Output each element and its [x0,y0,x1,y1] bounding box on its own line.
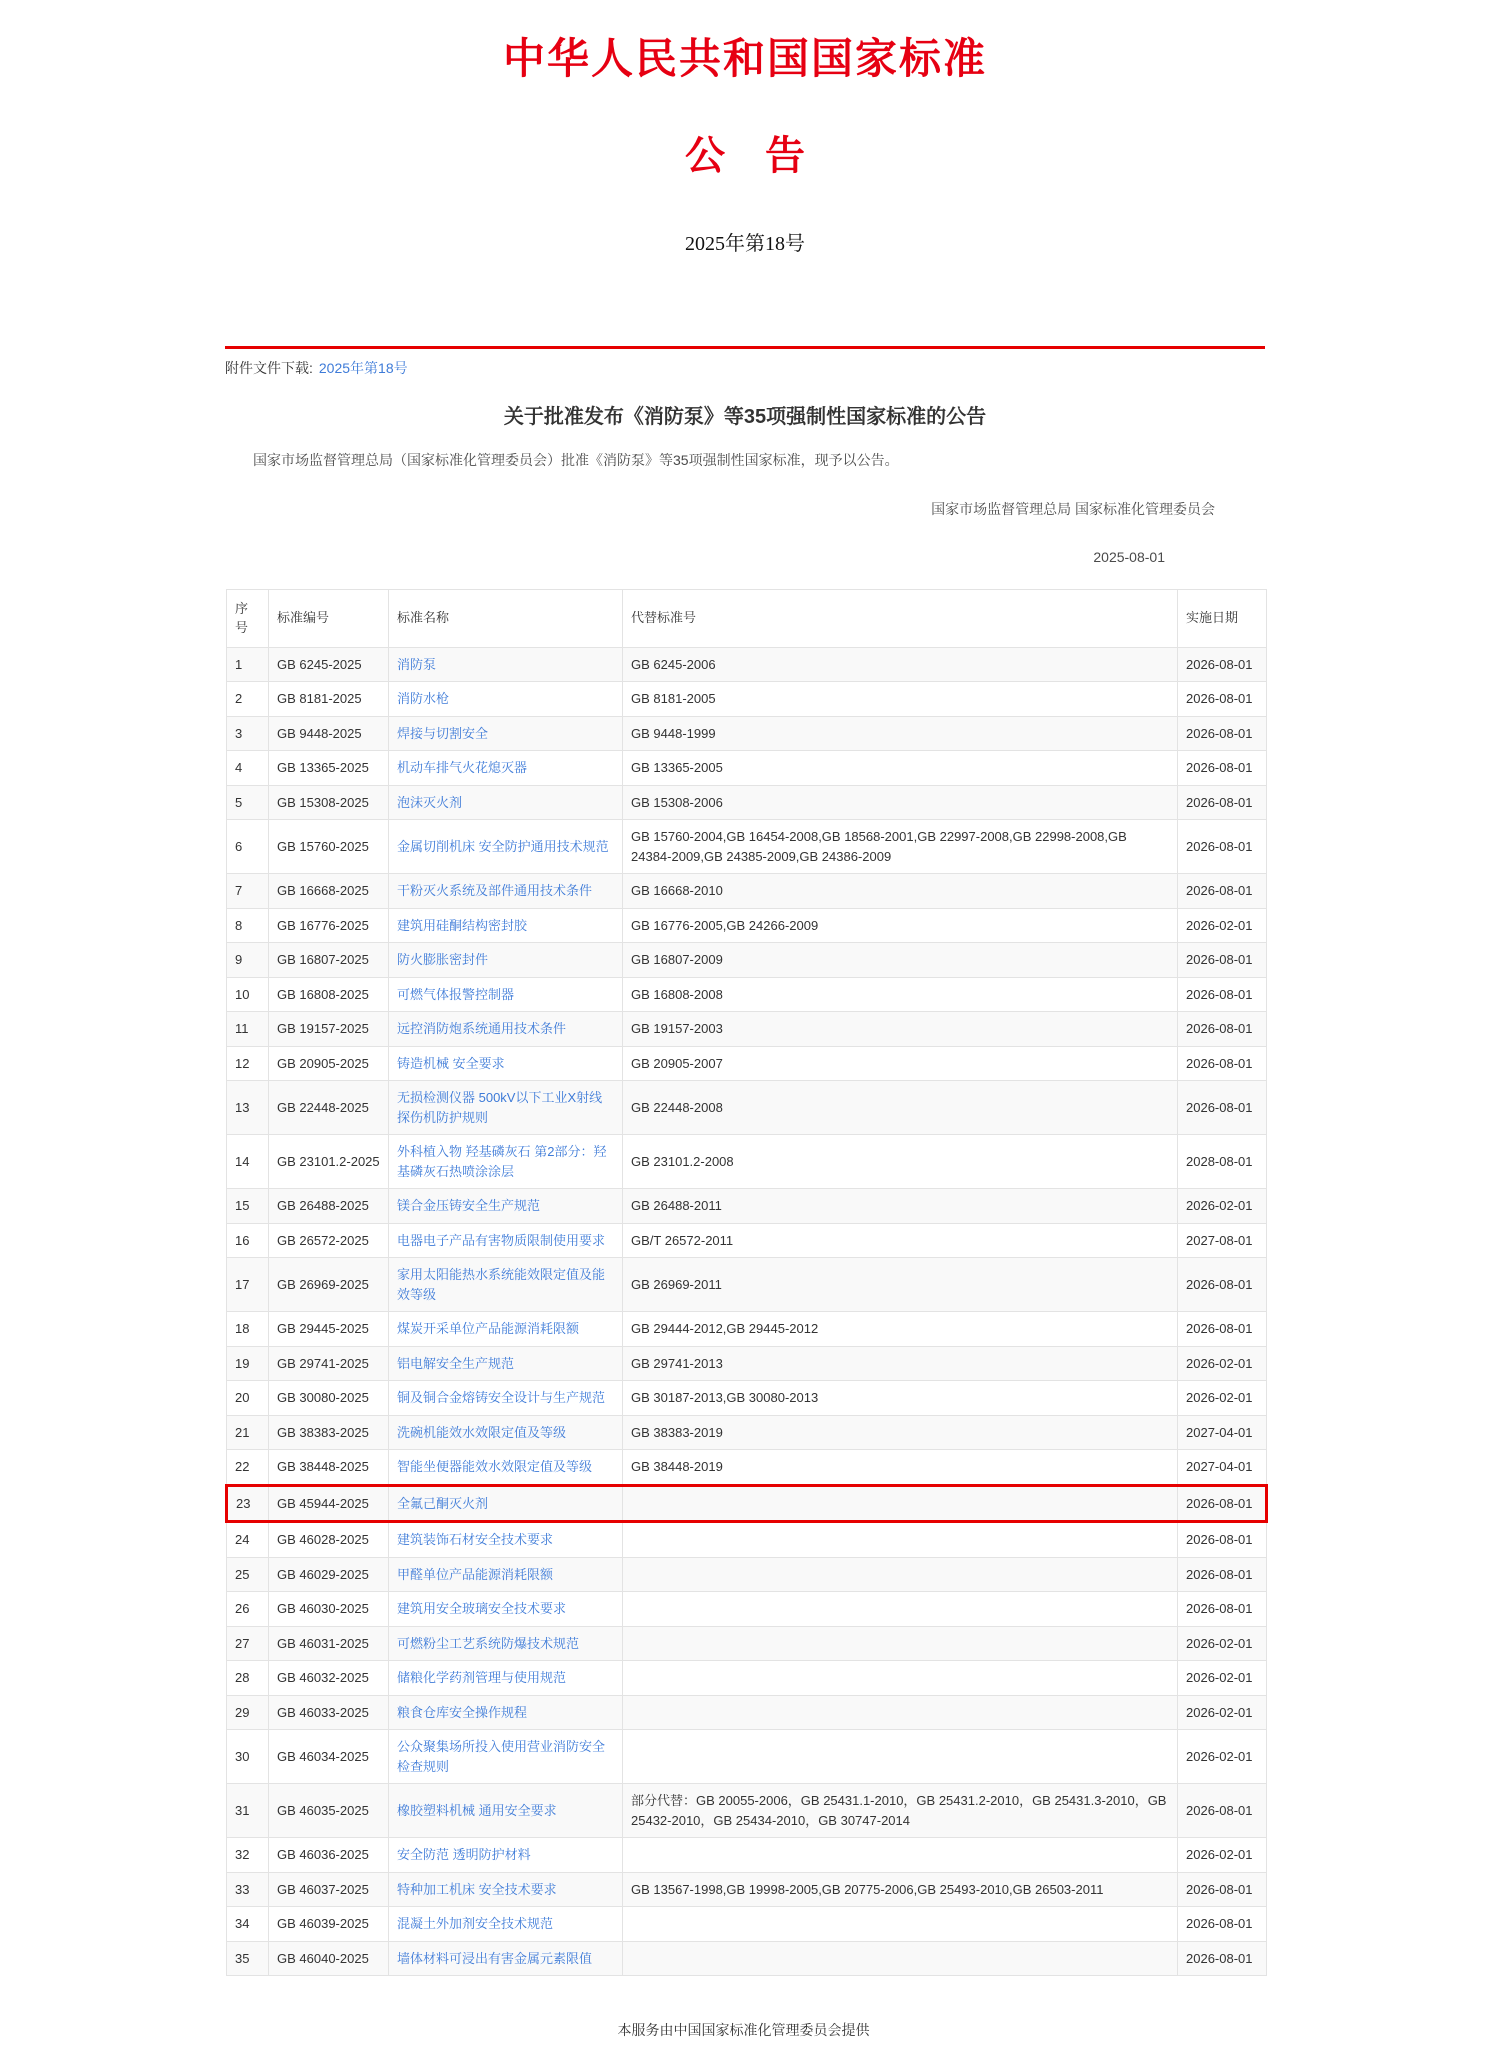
table-row [227,1346,1267,1381]
row-date: 2026-08-01 [1178,1592,1267,1627]
row-code: GB 29445-2025 [269,1312,389,1347]
table-row [227,1557,1267,1592]
row-seq: 20 [227,1381,269,1416]
table-row [227,1907,1267,1942]
row-seq: 25 [227,1557,269,1592]
row-replaced [623,1730,1178,1784]
table-row [227,977,1267,1012]
standard-link[interactable]: 金属切削机床 安全防护通用技术规范 [397,838,609,854]
row-date: 2026-02-01 [1178,1730,1267,1784]
standards-table [225,589,1268,1977]
announcement-body: 国家市场监督管理总局（国家标准化管理委员会）批准《消防泵》等35项强制性国家标准，现予以公告。 [253,452,899,468]
row-replaced: GB 29444-2012,GB 29445-2012 [623,1312,1178,1347]
row-name [389,1346,623,1381]
row-date: 2026-08-01 [1178,1081,1267,1135]
row-date: 2026-08-01 [1178,682,1267,717]
row-date: 2026-08-01 [1178,1907,1267,1942]
row-code: GB 46033-2025 [269,1695,389,1730]
row-seq: 24 [227,1522,269,1558]
row-code: GB 30080-2025 [269,1381,389,1416]
row-seq: 21 [227,1415,269,1450]
page-container [225,0,1265,1976]
row-replaced [623,1557,1178,1592]
row-code: GB 45944-2025 [269,1485,389,1522]
row-date: 2026-02-01 [1178,1695,1267,1730]
row-seq: 34 [227,1907,269,1942]
table-row [227,1941,1267,1976]
row-code: GB 23101.2-2025 [269,1135,389,1189]
row-seq: 16 [227,1223,269,1258]
standard-link[interactable]: 消防泵 [397,656,437,672]
table-row [227,1223,1267,1258]
row-seq: 7 [227,874,269,909]
row-replaced [623,1485,1178,1522]
row-name [389,1415,623,1450]
header-name: 标准名称 [389,589,623,647]
row-date: 2027-08-01 [1178,1223,1267,1258]
row-name [389,1381,623,1416]
row-date: 2026-02-01 [1178,1626,1267,1661]
standard-link[interactable]: 焊接与切割安全 [397,725,489,741]
standard-link[interactable]: 建筑用安全玻璃安全技术要求 [397,1601,567,1617]
row-replaced: GB 23101.2-2008 [623,1135,1178,1189]
standard-link[interactable]: 泡沫灭火剂 [397,794,463,810]
row-name [389,977,623,1012]
row-seq: 10 [227,977,269,1012]
row-replaced: GB 16807-2009 [623,943,1178,978]
row-code: GB 22448-2025 [269,1081,389,1135]
row-seq: 29 [227,1695,269,1730]
row-code: GB 8181-2025 [269,682,389,717]
row-code: GB 38383-2025 [269,1415,389,1450]
header-replaced: 代替标准号 [623,589,1178,647]
row-replaced [623,1592,1178,1627]
row-name [389,751,623,786]
row-code: GB 26969-2025 [269,1258,389,1312]
row-name [389,1838,623,1873]
table-row [227,785,1267,820]
row-name [389,1941,623,1976]
table-row [227,1312,1267,1347]
row-seq: 15 [227,1189,269,1224]
row-replaced: GB 16808-2008 [623,977,1178,1012]
row-name [389,1223,623,1258]
row-name [389,1695,623,1730]
header-code: 标准编号 [269,589,389,647]
table-row [227,1081,1267,1135]
row-date: 2026-02-01 [1178,1381,1267,1416]
row-name [389,1907,623,1942]
table-row [227,1189,1267,1224]
row-name [389,1081,623,1135]
row-date: 2026-08-01 [1178,874,1267,909]
standard-link[interactable]: 消防水枪 [397,691,450,707]
issue-number: 2025年第18号 [685,233,805,255]
table-header-row [227,589,1267,647]
row-date: 2026-08-01 [1178,647,1267,682]
row-date: 2026-08-01 [1178,1941,1267,1976]
standard-link[interactable]: 全氟己酮灭火剂 [397,1495,489,1511]
row-replaced: GB 30187-2013,GB 30080-2013 [623,1381,1178,1416]
row-code: GB 16807-2025 [269,943,389,978]
table-row [227,1381,1267,1416]
row-name [389,1626,623,1661]
table-row [227,647,1267,682]
row-replaced [623,1907,1178,1942]
attachment-download-link[interactable]: 2025年第18号 [318,360,408,376]
row-replaced: GB 26488-2011 [623,1189,1178,1224]
row-date: 2026-08-01 [1178,751,1267,786]
standard-link[interactable]: 机动车排气火花熄灭器 [397,760,528,776]
table-row [227,820,1267,874]
row-date: 2026-02-01 [1178,1661,1267,1696]
row-name [389,1522,623,1558]
row-name [389,874,623,909]
row-name [389,1258,623,1312]
row-seq: 2 [227,682,269,717]
row-seq: 6 [227,820,269,874]
row-seq: 17 [227,1258,269,1312]
attachment-label: 附件文件下载: [225,360,313,376]
row-code: GB 16776-2025 [269,908,389,943]
standard-link[interactable]: 甲醛单位产品能源消耗限额 [397,1566,554,1582]
row-replaced: GB 16668-2010 [623,874,1178,909]
row-replaced [623,1838,1178,1873]
standard-link[interactable]: 墙体材料可浸出有害金属元素限值 [397,1950,593,1966]
standard-link[interactable]: 铜及铜合金熔铸安全设计与生产规范 [397,1390,606,1406]
row-code: GB 26488-2025 [269,1189,389,1224]
row-seq: 13 [227,1081,269,1135]
row-name [389,785,623,820]
row-date: 2026-08-01 [1178,943,1267,978]
row-seq: 19 [227,1346,269,1381]
standard-link[interactable]: 远控消防炮系统通用技术条件 [397,1021,567,1037]
row-code: GB 46028-2025 [269,1522,389,1558]
row-seq: 11 [227,1012,269,1047]
row-name [389,1485,623,1522]
row-code: GB 46031-2025 [269,1626,389,1661]
row-date: 2026-08-01 [1178,1522,1267,1558]
standard-link[interactable]: 建筑装饰石材安全技术要求 [397,1532,554,1548]
row-code: GB 16668-2025 [269,874,389,909]
row-code: GB 46035-2025 [269,1784,389,1838]
row-name [389,716,623,751]
row-replaced: 部分代替：GB 20055-2006，GB 25431.1-2010，GB 25431.2-2010，GB 25431.3-2010，GB 25432-2010，GB 25434-2010，GB 30747-2014 [623,1784,1178,1838]
row-replaced: GB/T 26572-2011 [623,1223,1178,1258]
row-code: GB 20905-2025 [269,1046,389,1081]
standard-link[interactable]: 智能坐便器能效水效限定值及等级 [397,1459,593,1475]
header-seq: 序号 [227,589,269,647]
standard-link[interactable]: 无损检测仪器 500kV以下工业X射线探伤机防护规则 [397,1090,603,1125]
row-name [389,1557,623,1592]
row-date: 2026-02-01 [1178,1838,1267,1873]
row-replaced: GB 16776-2005,GB 24266-2009 [623,908,1178,943]
row-name [389,1450,623,1486]
row-code: GB 46029-2025 [269,1557,389,1592]
row-replaced [623,1941,1178,1976]
row-replaced: GB 26969-2011 [623,1258,1178,1312]
row-code: GB 38448-2025 [269,1450,389,1486]
table-row [227,1695,1267,1730]
row-date: 2026-08-01 [1178,1485,1267,1522]
standard-link[interactable]: 外科植入物 羟基磷灰石 第2部分：羟基磷灰石热喷涂涂层 [397,1144,607,1179]
standard-link[interactable]: 公众聚集场所投入使用营业消防安全检查规则 [397,1739,606,1774]
row-name [389,1135,623,1189]
table-row [227,874,1267,909]
row-replaced [623,1522,1178,1558]
row-code: GB 13365-2025 [269,751,389,786]
row-date: 2026-08-01 [1178,1872,1267,1907]
table-row [227,1258,1267,1312]
row-date: 2027-04-01 [1178,1450,1267,1486]
row-replaced [623,1695,1178,1730]
standard-link[interactable]: 橡胶塑料机械 通用安全要求 [397,1802,557,1818]
page-title: 中华人民共和国国家标准 [502,37,987,83]
row-date: 2026-02-01 [1178,908,1267,943]
row-date: 2026-02-01 [1178,1189,1267,1224]
row-replaced: GB 9448-1999 [623,716,1178,751]
row-replaced [623,1661,1178,1696]
row-code: GB 46040-2025 [269,1941,389,1976]
row-seq: 28 [227,1661,269,1696]
row-code: GB 46034-2025 [269,1730,389,1784]
standard-link[interactable]: 家用太阳能热水系统能效限定值及能效等级 [397,1267,606,1302]
row-code: GB 46032-2025 [269,1661,389,1696]
standard-link[interactable]: 特种加工机床 安全技术要求 [397,1881,557,1897]
standard-link[interactable]: 铝电解安全生产规范 [397,1355,515,1371]
red-divider [225,346,1265,349]
row-name [389,1872,623,1907]
row-code: GB 9448-2025 [269,716,389,751]
row-name [389,1189,623,1224]
row-date: 2026-08-01 [1178,1312,1267,1347]
announcement-heading: 公 告 [685,133,805,178]
row-replaced: GB 6245-2006 [623,647,1178,682]
table-row [227,1626,1267,1661]
row-code: GB 19157-2025 [269,1012,389,1047]
row-replaced: GB 20905-2007 [623,1046,1178,1081]
row-date: 2026-02-01 [1178,1346,1267,1381]
header-date: 实施日期 [1178,589,1267,647]
row-date: 2027-04-01 [1178,1415,1267,1450]
standard-link[interactable]: 建筑用硅酮结构密封胶 [397,917,528,933]
row-name [389,1046,623,1081]
row-name [389,1592,623,1627]
row-date: 2026-08-01 [1178,1012,1267,1047]
table-row [227,1661,1267,1696]
standard-link[interactable]: 镁合金压铸安全生产规范 [397,1198,541,1214]
row-replaced: GB 38383-2019 [623,1415,1178,1450]
row-name [389,1730,623,1784]
row-replaced: GB 8181-2005 [623,682,1178,717]
row-replaced: GB 22448-2008 [623,1081,1178,1135]
row-date: 2026-08-01 [1178,977,1267,1012]
footer-note: 本服务由中国国家标准化管理委员会提供 [617,2022,870,2039]
standard-link[interactable]: 防火膨胀密封件 [397,952,489,968]
row-name [389,820,623,874]
table-row [227,1135,1267,1189]
attachment-row [225,358,1265,378]
row-code: GB 46036-2025 [269,1838,389,1873]
row-name [389,682,623,717]
table-row [227,1872,1267,1907]
row-seq: 33 [227,1872,269,1907]
row-seq: 8 [227,908,269,943]
table-row [227,1522,1267,1558]
table-row [227,1784,1267,1838]
row-seq: 31 [227,1784,269,1838]
row-seq: 35 [227,1941,269,1976]
row-seq: 1 [227,647,269,682]
signature-line: 国家市场监督管理总局 国家标准化管理委员会 [931,500,1215,517]
standard-link[interactable]: 可燃气体报警控制器 [397,986,515,1002]
row-date: 2026-08-01 [1178,1784,1267,1838]
row-seq: 30 [227,1730,269,1784]
table-row [227,716,1267,751]
standard-link[interactable]: 安全防范 透明防护材料 [397,1847,531,1863]
table-row [227,1485,1267,1522]
row-seq: 22 [227,1450,269,1486]
standard-link[interactable]: 储粮化学药剂管理与使用规范 [397,1670,567,1686]
row-replaced: GB 15760-2004,GB 16454-2008,GB 18568-2001,GB 22997-2008,GB 22998-2008,GB 24384-2009,GB 24385-2009,GB 24386-2009 [623,820,1178,874]
row-seq: 27 [227,1626,269,1661]
row-code: GB 15760-2025 [269,820,389,874]
table-row [227,1450,1267,1486]
row-code: GB 15308-2025 [269,785,389,820]
row-date: 2026-08-01 [1178,716,1267,751]
table-row [227,1046,1267,1081]
row-seq: 12 [227,1046,269,1081]
row-seq: 4 [227,751,269,786]
table-row [227,943,1267,978]
row-date: 2026-08-01 [1178,820,1267,874]
row-date: 2026-08-01 [1178,1557,1267,1592]
row-replaced: GB 13365-2005 [623,751,1178,786]
row-seq: 9 [227,943,269,978]
row-date: 2028-08-01 [1178,1135,1267,1189]
row-seq: 14 [227,1135,269,1189]
row-replaced: GB 29741-2013 [623,1346,1178,1381]
row-name [389,1661,623,1696]
row-replaced: GB 19157-2003 [623,1012,1178,1047]
row-replaced: GB 15308-2006 [623,785,1178,820]
row-code: GB 46039-2025 [269,1907,389,1942]
row-seq: 23 [227,1485,269,1522]
row-replaced: GB 38448-2019 [623,1450,1178,1486]
row-name [389,647,623,682]
standard-link[interactable]: 干粉灭火系统及部件通用技术条件 [397,883,593,899]
row-replaced: GB 13567-1998,GB 19998-2005,GB 20775-2006,GB 25493-2010,GB 26503-2011 [623,1872,1178,1907]
row-date: 2026-08-01 [1178,785,1267,820]
table-row [227,682,1267,717]
standard-link[interactable]: 煤炭开采单位产品能源消耗限额 [397,1321,580,1337]
table-row [227,1730,1267,1784]
standard-link[interactable]: 粮食仓库安全操作规程 [397,1704,528,1720]
standard-link[interactable]: 可燃粉尘工艺系统防爆技术规范 [397,1635,580,1651]
row-code: GB 46037-2025 [269,1872,389,1907]
row-name [389,1012,623,1047]
table-row [227,1838,1267,1873]
table-row [227,1415,1267,1450]
table-row [227,908,1267,943]
row-name [389,908,623,943]
row-name [389,1312,623,1347]
row-date: 2026-08-01 [1178,1258,1267,1312]
standard-link[interactable]: 混凝土外加剂安全技术规范 [397,1916,554,1932]
row-name [389,943,623,978]
row-code: GB 6245-2025 [269,647,389,682]
row-seq: 3 [227,716,269,751]
standards-table-body [227,647,1267,1976]
announcement-title: 关于批准发布《消防泵》等35项强制性国家标准的公告 [503,406,987,428]
table-row [227,1012,1267,1047]
row-code: GB 46030-2025 [269,1592,389,1627]
row-code: GB 26572-2025 [269,1223,389,1258]
standard-link[interactable]: 铸造机械 安全要求 [397,1055,505,1071]
row-seq: 26 [227,1592,269,1627]
row-code: GB 16808-2025 [269,977,389,1012]
row-date: 2026-08-01 [1178,1046,1267,1081]
standard-link[interactable]: 洗碗机能效水效限定值及等级 [397,1424,567,1440]
publish-date: 2025-08-01 [1093,548,1165,565]
standard-link[interactable]: 电器电子产品有害物质限制使用要求 [397,1232,606,1248]
table-row [227,1592,1267,1627]
row-name [389,1784,623,1838]
row-seq: 32 [227,1838,269,1873]
table-row [227,751,1267,786]
row-replaced [623,1626,1178,1661]
row-seq: 5 [227,785,269,820]
row-seq: 18 [227,1312,269,1347]
row-code: GB 29741-2025 [269,1346,389,1381]
